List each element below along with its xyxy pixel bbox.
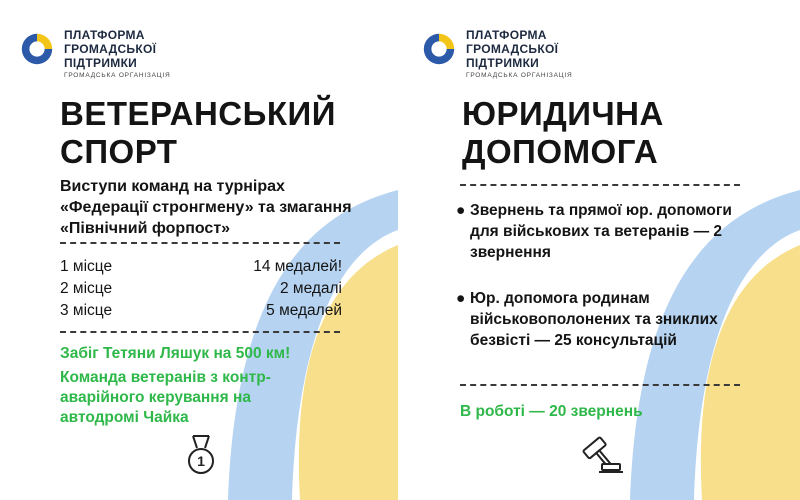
in-progress-count: В роботі — 20 звернень [460, 403, 643, 420]
result-row [60, 258, 342, 276]
logo-line-1: ПЛАТФОРМА [64, 28, 145, 42]
legal-aid-card [402, 0, 800, 500]
medal-icon [183, 434, 219, 476]
logo-line-3: ПІДТРИМКИ [466, 56, 540, 70]
logo [18, 28, 171, 79]
result-place: 2 місце [60, 280, 113, 297]
logo-subtitle: ГРОМАДСЬКА ОРГАНІЗАЦІЯ [466, 72, 573, 79]
bullet-icon: ● [456, 290, 466, 307]
result-row [60, 280, 342, 298]
logo-icon [18, 30, 56, 68]
divider [460, 184, 740, 186]
logo-icon [420, 30, 458, 68]
divider [60, 242, 340, 244]
result-row [60, 302, 342, 320]
gavel-icon [580, 434, 624, 474]
result-medals: 2 медалі [279, 280, 342, 297]
medal-number: 1 [197, 453, 205, 469]
divider [460, 384, 740, 386]
logo-line-2: ГРОМАДСЬКОЇ [466, 42, 559, 56]
logo-line-2: ГРОМАДСЬКОЇ [64, 42, 157, 56]
result-medals: 14 медалей! [253, 258, 342, 275]
title-line-2: СПОРТ [60, 133, 178, 170]
logo-line-3: ПІДТРИМКИ [64, 56, 138, 70]
subtitle: Виступи команд на турнірах «Федерації стронгмену» та змагання «Північний форпост» [60, 178, 352, 237]
result-place: 3 місце [60, 302, 113, 319]
title-line-2: ДОПОМОГА [462, 133, 659, 170]
highlight-run: Забіг Тетяни Ляшук на 500 км! [60, 345, 291, 362]
list-item [456, 288, 756, 351]
result-medals: 5 медалей [266, 302, 342, 319]
logo-subtitle: ГРОМАДСЬКА ОРГАНІЗАЦІЯ [64, 72, 171, 79]
divider [60, 331, 340, 333]
page-title [60, 95, 336, 171]
highlight-team: Команда ветеранів з контр-аварійного керування на автодромі Чайка [60, 369, 271, 426]
title-line-1: ЮРИДИЧНА [462, 95, 664, 132]
list-item [456, 200, 756, 263]
list-item-text: Звернень та прямої юр. допомоги для військових та ветеранів — 2 звернення [470, 202, 732, 261]
veteran-sport-card [0, 0, 398, 500]
result-place: 1 місце [60, 258, 113, 275]
bullet-icon: ● [456, 202, 466, 219]
list-item-text: Юр. допомога родинам військовополонених та зниклих безвісті — 25 консультацій [470, 290, 718, 349]
page-title [462, 95, 664, 171]
logo-line-1: ПЛАТФОРМА [466, 28, 547, 42]
logo [420, 28, 573, 79]
title-line-1: ВЕТЕРАНСЬКИЙ [60, 95, 336, 132]
